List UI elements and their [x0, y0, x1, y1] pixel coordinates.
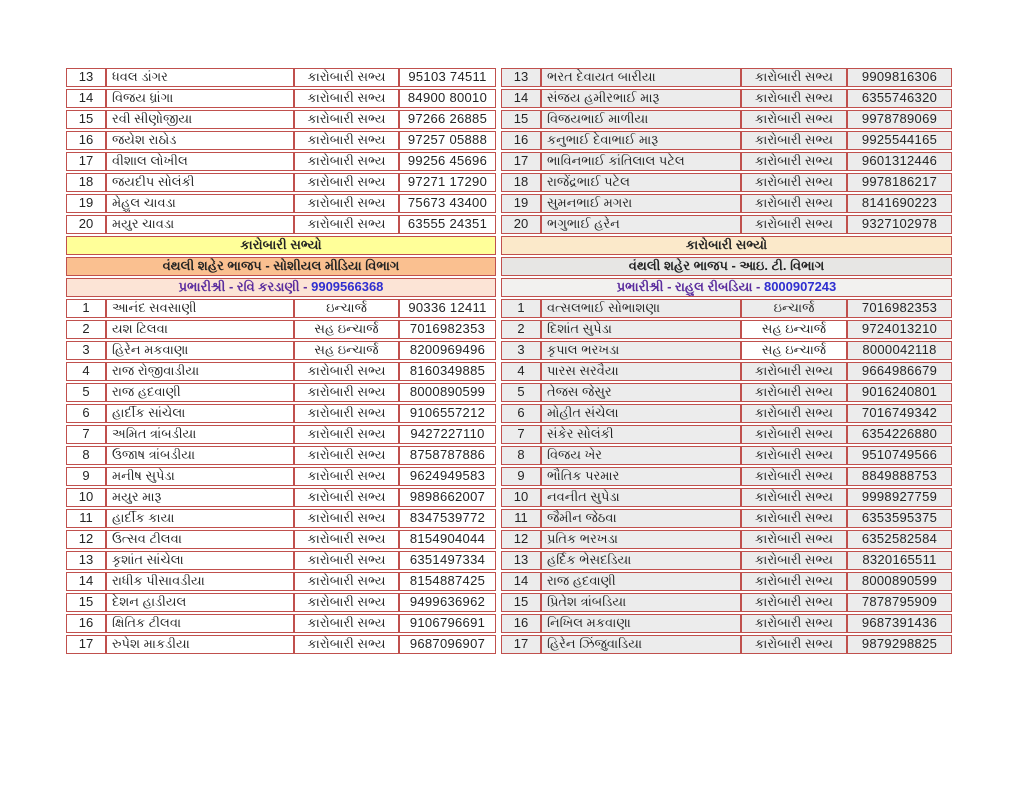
row-number-cell: 7 — [66, 425, 106, 444]
member-name-cell: પ્રિતેશ ત્રાંબડિયા — [541, 593, 741, 612]
incharge-line — [66, 278, 496, 297]
row-number-cell: 10 — [501, 488, 541, 507]
phone-number-cell: 8154904044 — [399, 530, 496, 549]
row-number-cell: 14 — [501, 89, 541, 108]
role-cell: કારોબારી સભ્ય — [294, 89, 399, 108]
member-name-cell: મેહુલ ચાવડા — [106, 194, 294, 213]
role-cell: કારોબારી સભ્ય — [294, 635, 399, 654]
member-row — [66, 509, 496, 528]
role-cell: કારોબારી સભ્ય — [741, 383, 847, 402]
member-name-cell: અમિત ત્રાંબડીયા — [106, 425, 294, 444]
role-cell: ઇન્ચાર્જ — [741, 299, 847, 318]
row-number-cell: 15 — [501, 593, 541, 612]
role-cell: સહ ઇન્ચાર્જ — [294, 341, 399, 360]
phone-number-cell: 9724013210 — [847, 320, 952, 339]
member-row — [501, 572, 952, 591]
role-cell: કારોબારી સભ્ય — [741, 635, 847, 654]
group-header: કારોબારી સભ્યો — [66, 236, 496, 255]
role-cell: કારોબારી સભ્ય — [294, 194, 399, 213]
member-row — [501, 530, 952, 549]
phone-number-cell: 8154887425 — [399, 572, 496, 591]
member-name-cell: પારસ સરવૈયા — [541, 362, 741, 381]
row-number-cell: 17 — [501, 635, 541, 654]
phone-number-cell: 97257 05888 — [399, 131, 496, 150]
phone-number-cell: 8320165511 — [847, 551, 952, 570]
member-name-cell: વિજય ખેર — [541, 446, 741, 465]
member-name-cell: કનુભાઈ દેવાભાઈ મારૂ — [541, 131, 741, 150]
department-title-row — [501, 257, 952, 276]
phone-number-cell: 9879298825 — [847, 635, 952, 654]
row-number-cell: 17 — [501, 152, 541, 171]
row-number-cell: 19 — [66, 194, 106, 213]
member-name-cell: નવનીત સુપેડા — [541, 488, 741, 507]
role-cell: કારોબારી સભ્ય — [741, 404, 847, 423]
member-name-cell: મોહીત સંચેલા — [541, 404, 741, 423]
member-name-cell: મયુર ચાવડા — [106, 215, 294, 234]
row-number-cell: 2 — [501, 320, 541, 339]
row-number-cell: 4 — [66, 362, 106, 381]
member-row — [501, 215, 952, 234]
member-name-cell: રાજ હદવાણી — [106, 383, 294, 402]
member-name-cell: હિરેન ઝિંજુવાડિયા — [541, 635, 741, 654]
role-cell: કારોબારી સભ્ય — [741, 614, 847, 633]
incharge-line — [501, 278, 952, 297]
group-header: કારોબારી સભ્યો — [501, 236, 952, 255]
row-number-cell: 14 — [66, 89, 106, 108]
phone-number-cell: 9510749566 — [847, 446, 952, 465]
row-number-cell: 6 — [501, 404, 541, 423]
phone-number-cell: 8758787886 — [399, 446, 496, 465]
row-number-cell: 1 — [501, 299, 541, 318]
member-name-cell: સુમનભાઈ મગરા — [541, 194, 741, 213]
role-cell: કારોબારી સભ્ય — [741, 110, 847, 129]
member-row — [501, 635, 952, 654]
member-name-cell: વત્સલભાઈ સોભાશણા — [541, 299, 741, 318]
member-name-cell: ક્ષિતિક ટીલવા — [106, 614, 294, 633]
phone-number-cell: 9687391436 — [847, 614, 952, 633]
role-cell: કારોબારી સભ્ય — [294, 446, 399, 465]
member-name-cell: ધવલ ડાંગર — [106, 68, 294, 87]
member-name-cell: રાજ હદવાણી — [541, 572, 741, 591]
row-number-cell: 6 — [66, 404, 106, 423]
row-number-cell: 16 — [501, 614, 541, 633]
phone-number-cell: 9499636962 — [399, 593, 496, 612]
member-name-cell: વિજય ધ્રાંગા — [106, 89, 294, 108]
row-number-cell: 20 — [66, 215, 106, 234]
member-row — [501, 593, 952, 612]
member-row — [501, 614, 952, 633]
phone-number-cell: 7016982353 — [399, 320, 496, 339]
member-row — [66, 635, 496, 654]
phone-number-cell: 9909816306 — [847, 68, 952, 87]
phone-number-cell: 9978186217 — [847, 173, 952, 192]
department-title: વંથલી શહેર ભાજપ - સોશીયલ મીડિયા વિભાગ — [66, 257, 496, 276]
role-cell: કારોબારી સભ્ય — [294, 152, 399, 171]
phone-number-cell: 9998927759 — [847, 488, 952, 507]
row-number-cell: 11 — [66, 509, 106, 528]
role-cell: કારોબારી સભ્ય — [294, 551, 399, 570]
member-lists-document — [66, 66, 952, 656]
member-name-cell: જયેશ રાઠોડ — [106, 131, 294, 150]
row-number-cell: 5 — [501, 383, 541, 402]
phone-number-cell: 97266 26885 — [399, 110, 496, 129]
member-row — [501, 362, 952, 381]
phone-number-cell: 9601312446 — [847, 152, 952, 171]
member-name-cell: રાજેંદ્રભાઈ પટેલ — [541, 173, 741, 192]
role-cell: કારોબારી સભ્ય — [741, 530, 847, 549]
it-department-table — [501, 66, 952, 656]
row-number-cell: 12 — [501, 530, 541, 549]
incharge-row — [501, 278, 952, 297]
member-row — [66, 110, 496, 129]
phone-number-cell: 7016749342 — [847, 404, 952, 423]
phone-number-cell: 8141690223 — [847, 194, 952, 213]
incharge-phone: 8000907243 — [763, 279, 837, 295]
phone-number-cell: 7016982353 — [847, 299, 952, 318]
member-row — [501, 341, 952, 360]
row-number-cell: 8 — [66, 446, 106, 465]
role-cell: કારોબારી સભ્ય — [294, 488, 399, 507]
phone-number-cell: 9624949583 — [399, 467, 496, 486]
member-row — [66, 404, 496, 423]
member-row — [66, 173, 496, 192]
phone-number-cell: 99256 45696 — [399, 152, 496, 171]
member-name-cell: નિખિલ મકવાણા — [541, 614, 741, 633]
member-name-cell: કૃપાલ ભરખડા — [541, 341, 741, 360]
member-row — [66, 68, 496, 87]
member-row — [66, 488, 496, 507]
phone-number-cell: 75673 43400 — [399, 194, 496, 213]
member-row — [66, 299, 496, 318]
member-row — [501, 68, 952, 87]
phone-number-cell: 8000890599 — [847, 572, 952, 591]
member-row — [66, 572, 496, 591]
member-row — [501, 404, 952, 423]
role-cell: કારોબારી સભ્ય — [294, 131, 399, 150]
member-name-cell: રવી સીણોજીયા — [106, 110, 294, 129]
member-name-cell: રુપેશ માકડીયા — [106, 635, 294, 654]
member-name-cell: ઉત્સવ ટીલવા — [106, 530, 294, 549]
role-cell: કારોબારી સભ્ય — [294, 572, 399, 591]
role-cell: કારોબારી સભ્ય — [294, 530, 399, 549]
role-cell: કારોબારી સભ્ય — [294, 215, 399, 234]
role-cell: કારોબારી સભ્ય — [294, 362, 399, 381]
member-row — [66, 446, 496, 465]
member-row — [501, 194, 952, 213]
row-number-cell: 15 — [66, 110, 106, 129]
member-row — [501, 173, 952, 192]
row-number-cell: 20 — [501, 215, 541, 234]
member-name-cell: આનંદ સવસાણી — [106, 299, 294, 318]
role-cell: કારોબારી સભ્ય — [741, 131, 847, 150]
department-title-row — [66, 257, 496, 276]
role-cell: કારોબારી સભ્ય — [741, 446, 847, 465]
row-number-cell: 15 — [501, 110, 541, 129]
member-name-cell: પ્રતિક ભરખડા — [541, 530, 741, 549]
role-cell: કારોબારી સભ્ય — [294, 404, 399, 423]
phone-number-cell: 95103 74511 — [399, 68, 496, 87]
member-name-cell: હિરેન મકવાણા — [106, 341, 294, 360]
row-number-cell: 10 — [66, 488, 106, 507]
member-row — [501, 488, 952, 507]
department-title: વંથલી શહેર ભાજપ - આઇ. ટી. વિભાગ — [501, 257, 952, 276]
member-name-cell: કૃશાંત સાંચેલા — [106, 551, 294, 570]
row-number-cell: 16 — [66, 131, 106, 150]
row-number-cell: 9 — [501, 467, 541, 486]
phone-number-cell: 6354226880 — [847, 425, 952, 444]
member-row — [501, 509, 952, 528]
member-row — [66, 383, 496, 402]
member-row — [66, 89, 496, 108]
member-row — [501, 551, 952, 570]
row-number-cell: 3 — [501, 341, 541, 360]
role-cell: કારોબારી સભ્ય — [741, 68, 847, 87]
phone-number-cell: 9978789069 — [847, 110, 952, 129]
phone-number-cell: 6351497334 — [399, 551, 496, 570]
phone-number-cell: 9106557212 — [399, 404, 496, 423]
member-row — [66, 530, 496, 549]
continued-members-section — [501, 68, 952, 234]
group-header-row — [66, 236, 496, 255]
row-number-cell: 18 — [66, 173, 106, 192]
phone-number-cell: 9687096907 — [399, 635, 496, 654]
phone-number-cell: 8849888753 — [847, 467, 952, 486]
phone-number-cell: 8200969496 — [399, 341, 496, 360]
role-cell: કારોબારી સભ્ય — [741, 173, 847, 192]
member-name-cell: મનીષ સુપેડા — [106, 467, 294, 486]
member-row — [501, 131, 952, 150]
role-cell: કારોબારી સભ્ય — [741, 509, 847, 528]
phone-number-cell: 97271 17290 — [399, 173, 496, 192]
row-number-cell: 7 — [501, 425, 541, 444]
phone-number-cell: 8000042118 — [847, 341, 952, 360]
member-row — [501, 89, 952, 108]
role-cell: કારોબારી સભ્ય — [741, 215, 847, 234]
member-row — [66, 320, 496, 339]
members-section — [66, 299, 496, 654]
role-cell: સહ ઇન્ચાર્જ — [741, 320, 847, 339]
role-cell: કારોબારી સભ્ય — [741, 425, 847, 444]
member-row — [501, 152, 952, 171]
row-number-cell: 17 — [66, 152, 106, 171]
member-name-cell: જયદીપ સોલંકી — [106, 173, 294, 192]
member-name-cell: સંકેર સોલંકી — [541, 425, 741, 444]
row-number-cell: 11 — [501, 509, 541, 528]
member-name-cell: ભાવિનભાઈ કાંતિલાલ પટેલ — [541, 152, 741, 171]
members-section — [501, 299, 952, 654]
member-name-cell: દેશન હાડીયલ — [106, 593, 294, 612]
role-cell: કારોબારી સભ્ય — [294, 173, 399, 192]
phone-number-cell: 9327102978 — [847, 215, 952, 234]
role-cell: કારોબારી સભ્ય — [294, 425, 399, 444]
member-name-cell: વિજયભાઈ માળીયા — [541, 110, 741, 129]
member-row — [501, 299, 952, 318]
row-number-cell: 16 — [66, 614, 106, 633]
row-number-cell: 16 — [501, 131, 541, 150]
member-row — [66, 152, 496, 171]
role-cell: ઇન્ચાર્જ — [294, 299, 399, 318]
row-number-cell: 14 — [501, 572, 541, 591]
row-number-cell: 8 — [501, 446, 541, 465]
member-row — [66, 194, 496, 213]
phone-number-cell: 6355746320 — [847, 89, 952, 108]
member-name-cell: રાજ રોજીવાડીયા — [106, 362, 294, 381]
role-cell: કારોબારી સભ્ય — [294, 68, 399, 87]
row-number-cell: 3 — [66, 341, 106, 360]
member-name-cell: હાર્દીક કાયા — [106, 509, 294, 528]
member-row — [501, 425, 952, 444]
member-name-cell: હાર્દીક સાંચેલા — [106, 404, 294, 423]
row-number-cell: 13 — [66, 551, 106, 570]
row-number-cell: 18 — [501, 173, 541, 192]
member-name-cell: તેજસ જેસુર — [541, 383, 741, 402]
role-cell: કારોબારી સભ્ય — [741, 152, 847, 171]
member-name-cell: દિશાંત સુપેડા — [541, 320, 741, 339]
member-name-cell: ભગુભાઈ હરેન — [541, 215, 741, 234]
group-header-row — [501, 236, 952, 255]
row-number-cell: 13 — [501, 551, 541, 570]
role-cell: કારોબારી સભ્ય — [294, 467, 399, 486]
role-cell: કારોબારી સભ્ય — [741, 572, 847, 591]
member-row — [501, 446, 952, 465]
row-number-cell: 4 — [501, 362, 541, 381]
phone-number-cell: 9664986679 — [847, 362, 952, 381]
phone-number-cell: 63555 24351 — [399, 215, 496, 234]
member-row — [501, 320, 952, 339]
member-row — [66, 362, 496, 381]
row-number-cell: 1 — [66, 299, 106, 318]
phone-number-cell: 84900 80010 — [399, 89, 496, 108]
member-name-cell: વીશાલ લોખીલ — [106, 152, 294, 171]
row-number-cell: 17 — [66, 635, 106, 654]
member-name-cell: ઉજાષ ત્રાંબડીયા — [106, 446, 294, 465]
role-cell: સહ ઇન્ચાર્જ — [741, 341, 847, 360]
incharge-name: પ્રભારીશ્રી - રાહુલ રીબડિયા - — [616, 279, 764, 295]
role-cell: કારોબારી સભ્ય — [741, 89, 847, 108]
phone-number-cell: 90336 12411 — [399, 299, 496, 318]
row-number-cell: 15 — [66, 593, 106, 612]
member-name-cell: મયુર મારૂ — [106, 488, 294, 507]
role-cell: કારોબારી સભ્ય — [294, 509, 399, 528]
member-row — [66, 614, 496, 633]
row-number-cell: 12 — [66, 530, 106, 549]
section-header-bands — [66, 236, 496, 297]
row-number-cell: 5 — [66, 383, 106, 402]
social-media-department-table — [66, 66, 496, 656]
role-cell: સહ ઇન્ચાર્જ — [294, 320, 399, 339]
member-name-cell: યશ ટિલવા — [106, 320, 294, 339]
row-number-cell: 13 — [501, 68, 541, 87]
row-number-cell: 13 — [66, 68, 106, 87]
member-row — [66, 593, 496, 612]
row-number-cell: 2 — [66, 320, 106, 339]
role-cell: કારોબારી સભ્ય — [741, 467, 847, 486]
role-cell: કારોબારી સભ્ય — [741, 194, 847, 213]
role-cell: કારોબારી સભ્ય — [294, 383, 399, 402]
member-row — [501, 110, 952, 129]
section-header-bands — [501, 236, 952, 297]
row-number-cell: 19 — [501, 194, 541, 213]
role-cell: કારોબારી સભ્ય — [294, 110, 399, 129]
incharge-phone: 9909566368 — [311, 279, 384, 295]
phone-number-cell: 7878795909 — [847, 593, 952, 612]
phone-number-cell: 9106796691 — [399, 614, 496, 633]
member-row — [66, 341, 496, 360]
phone-number-cell: 9925544165 — [847, 131, 952, 150]
member-name-cell: સંજય હમીરભાઈ મારૂ — [541, 89, 741, 108]
phone-number-cell: 8000890599 — [399, 383, 496, 402]
phone-number-cell: 8347539772 — [399, 509, 496, 528]
member-name-cell: ભરત દેવાયત બારીયા — [541, 68, 741, 87]
phone-number-cell: 8160349885 — [399, 362, 496, 381]
member-row — [501, 467, 952, 486]
member-row — [501, 383, 952, 402]
member-name-cell: હર્દિક ભેસદડિયા — [541, 551, 741, 570]
incharge-name: પ્રભારીશ્રી - રવિ કરડાણી - — [178, 279, 312, 295]
continued-members-section — [66, 68, 496, 234]
row-number-cell: 9 — [66, 467, 106, 486]
role-cell: કારોબારી સભ્ય — [741, 551, 847, 570]
role-cell: કારોબારી સભ્ય — [741, 362, 847, 381]
row-number-cell: 14 — [66, 572, 106, 591]
role-cell: કારોબારી સભ્ય — [741, 488, 847, 507]
role-cell: કારોબારી સભ્ય — [294, 593, 399, 612]
member-row — [66, 467, 496, 486]
member-row — [66, 551, 496, 570]
member-row — [66, 425, 496, 444]
role-cell: કારોબારી સભ્ય — [294, 614, 399, 633]
phone-number-cell: 9427227110 — [399, 425, 496, 444]
phone-number-cell: 6353595375 — [847, 509, 952, 528]
role-cell: કારોબારી સભ્ય — [741, 593, 847, 612]
phone-number-cell: 6352582584 — [847, 530, 952, 549]
member-row — [66, 215, 496, 234]
member-name-cell: ભૌતિક પરમાર — [541, 467, 741, 486]
incharge-row — [66, 278, 496, 297]
phone-number-cell: 9898662007 — [399, 488, 496, 507]
phone-number-cell: 9016240801 — [847, 383, 952, 402]
member-row — [66, 131, 496, 150]
member-name-cell: રાધીક પીસાવડીયા — [106, 572, 294, 591]
member-name-cell: જૈમીન જેઠવા — [541, 509, 741, 528]
